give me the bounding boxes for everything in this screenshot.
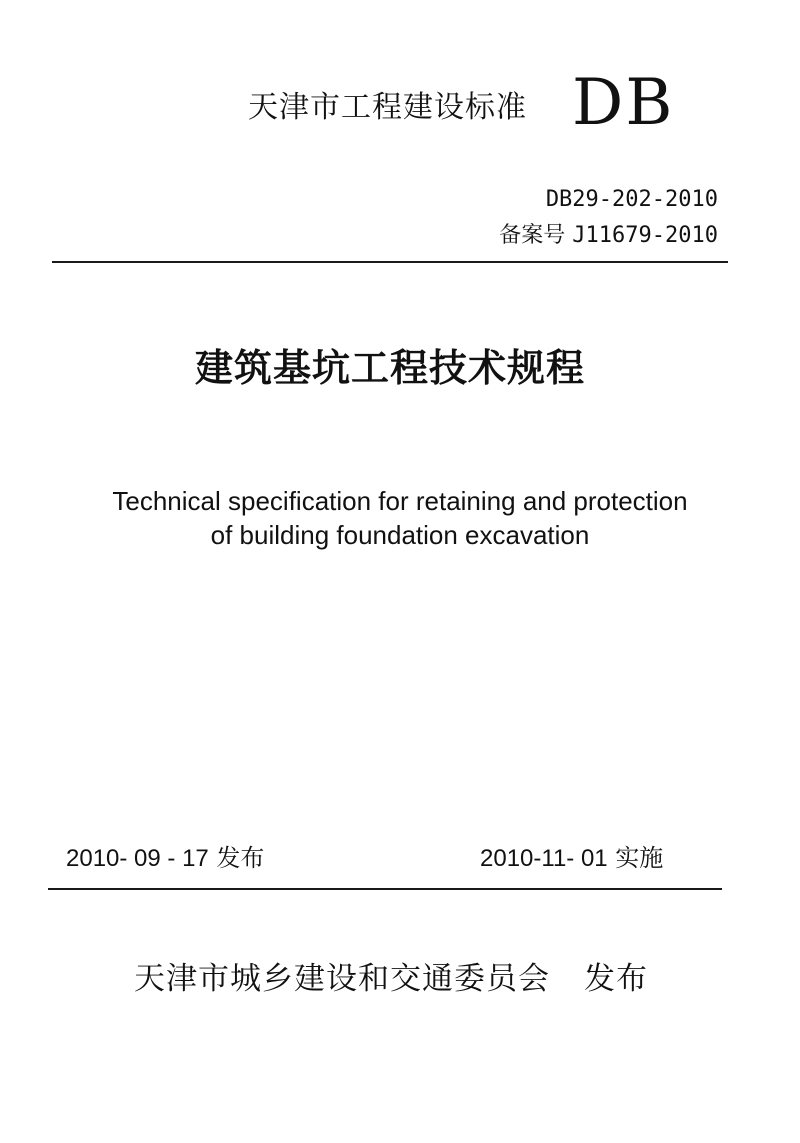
- issue-label: 发布: [216, 844, 265, 872]
- issuer-name: 天津市城乡建设和交通委员会: [134, 961, 550, 997]
- record-number: J11679-2010: [572, 223, 718, 248]
- bottom-divider: [48, 888, 722, 890]
- top-divider: [52, 261, 728, 263]
- implement-date: 2010-11- 01: [480, 845, 608, 872]
- chinese-title: 建筑基坑工程技术规程: [194, 346, 585, 390]
- english-title: [0, 484, 800, 552]
- english-title-line-2: of building foundation excavation: [210, 520, 590, 550]
- standard-series-title: 天津市工程建设标准: [248, 90, 527, 125]
- issue-date: 2010- 09 - 17: [66, 845, 209, 872]
- issuer-verb: 发布: [584, 961, 648, 997]
- implement-label: 实施: [615, 844, 664, 872]
- record-number-line: [499, 222, 718, 250]
- implement-date-line: [480, 842, 663, 875]
- issuer-line: [134, 958, 648, 1000]
- db-mark: DB: [572, 66, 675, 140]
- record-label: 备案号: [499, 223, 566, 248]
- issue-date-line: [66, 842, 264, 875]
- standard-code: DB29-202-2010: [545, 187, 718, 212]
- english-title-line-1: Technical specification for retaining and protection: [112, 486, 688, 516]
